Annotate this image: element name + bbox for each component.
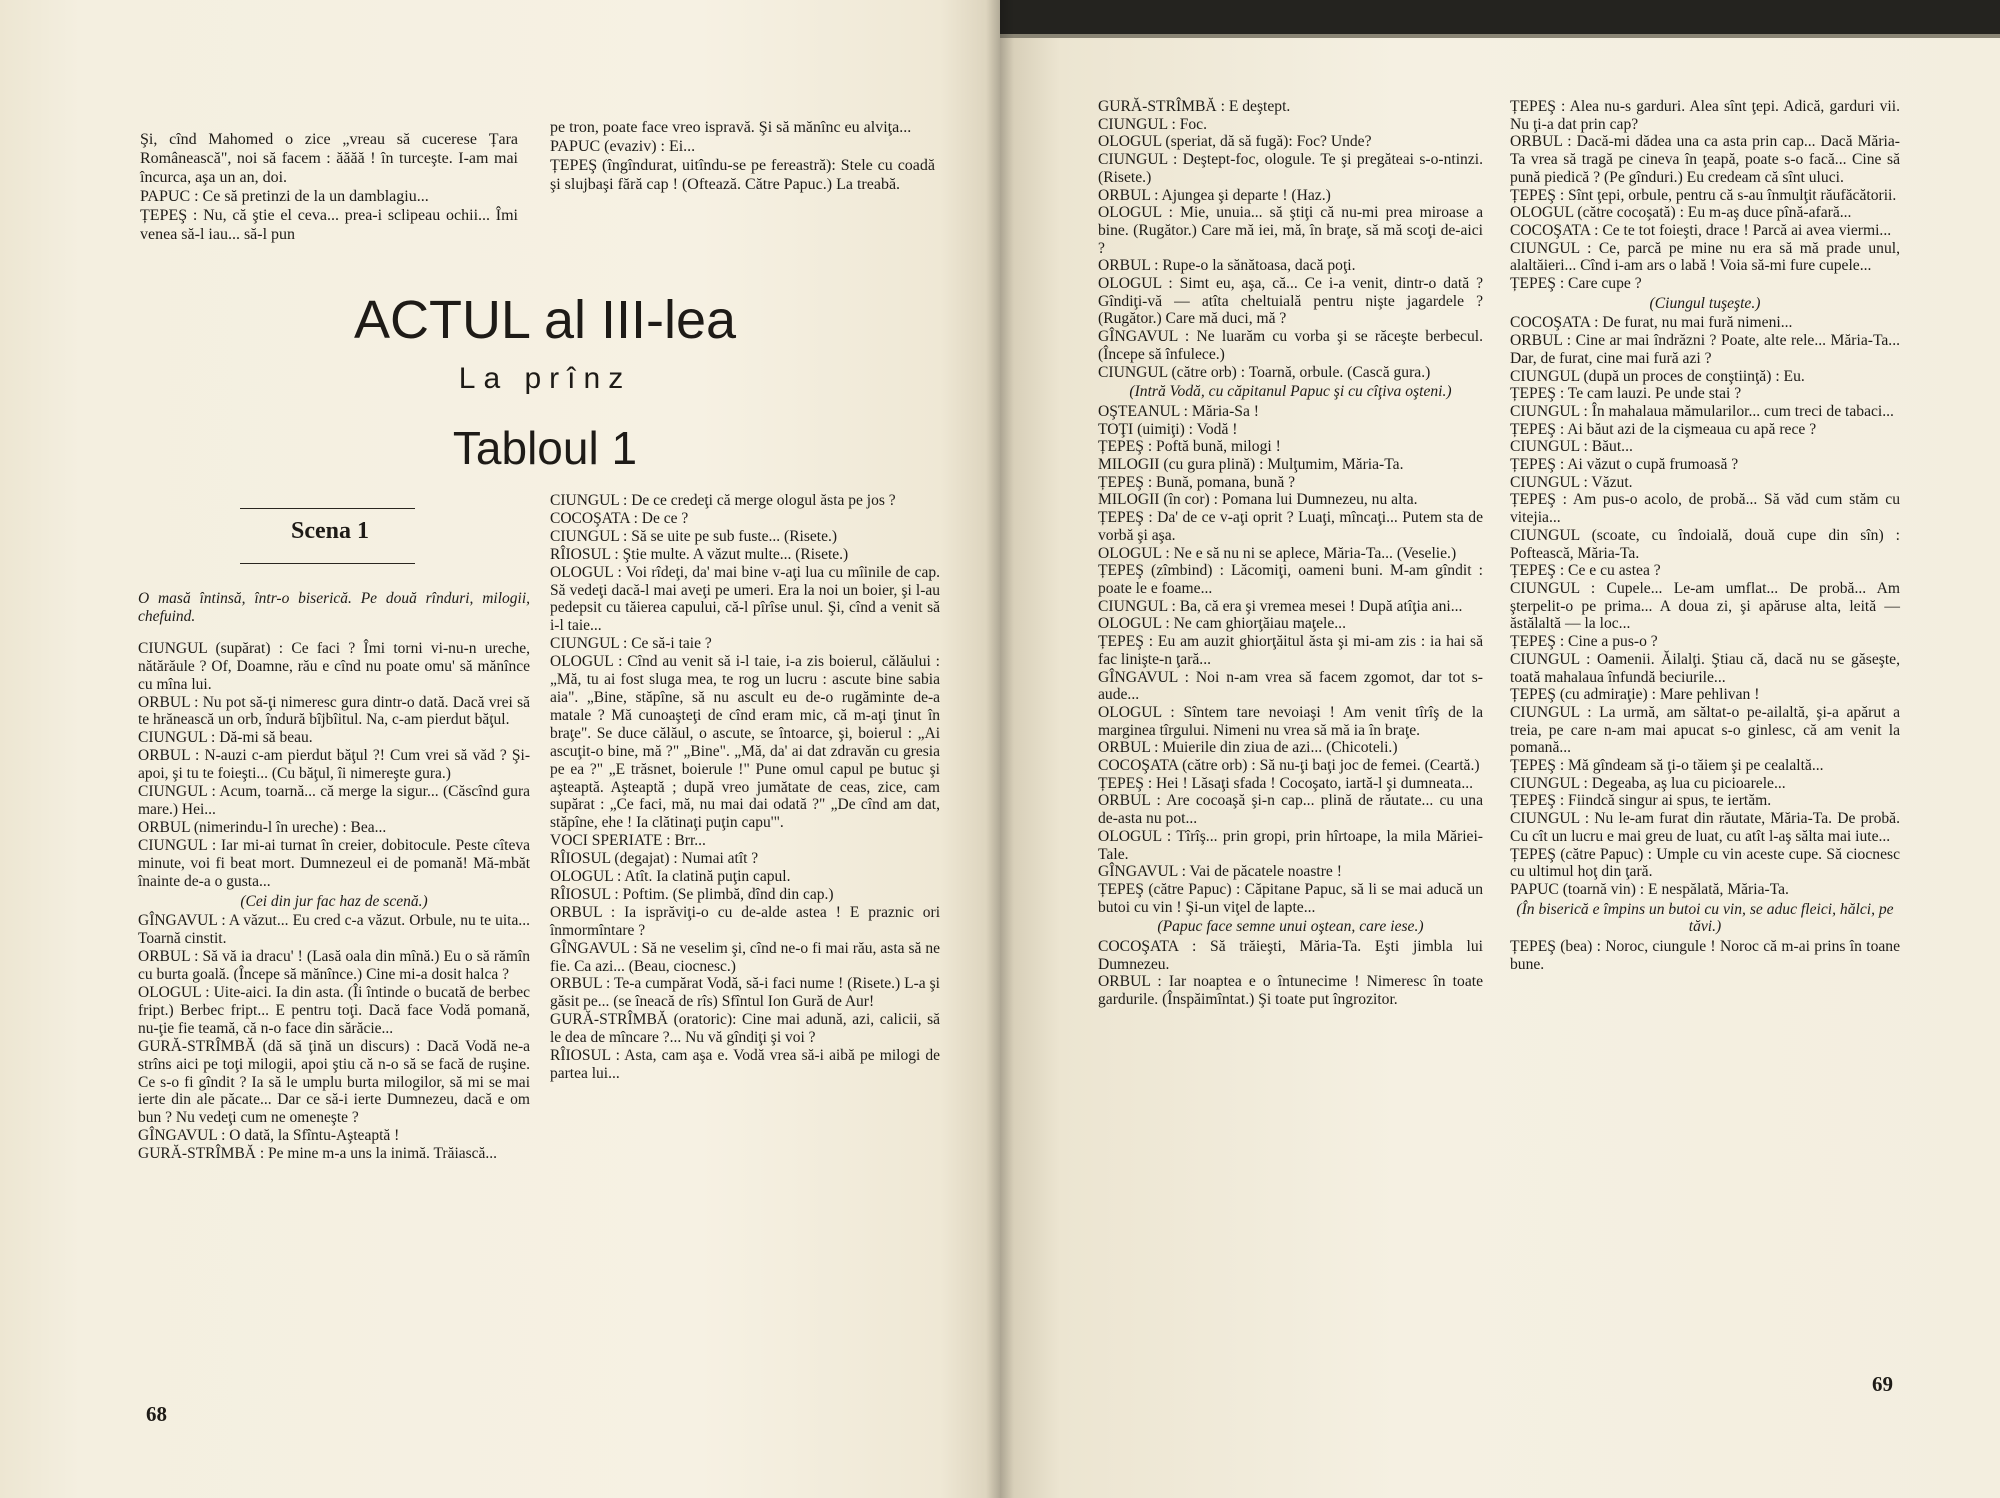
stage-direction: (Cei din jur fac haz de scenă.) <box>240 892 428 910</box>
dialogue-line: OLOGUL (speriat, dă să fugă): Foc? Unde? <box>1098 133 1372 151</box>
dialogue-line: ȚEPEŞ (zîmbind) : Lăcomiţi, oameni buni. M-am gîndit : poate le e foame... <box>1098 562 1483 597</box>
page-number: 69 <box>1872 1372 1893 1396</box>
dialogue-line: VOCI SPERIATE : Brr... <box>550 832 706 850</box>
dialogue-line: ȚEPEŞ : Sînt ţepi, orbule, pentru că s-au înmulţit răufăcătorii. <box>1510 186 1897 204</box>
dialogue-line: OLOGUL : Ne e să nu ni se aplece, Măria-Ta... (Veselie.) <box>1098 544 1457 562</box>
dialogue-line: CIUNGUL : Nu le-am furat din răutate, Măria-Ta. De probă. Cu cît un lucru e mai greu de luat, cu atît l-aş sălta mai iute... <box>1510 810 1900 845</box>
dialogue-line: CIUNGUL : Ba, că era şi vremea mesei ! După atîţia ani... <box>1098 597 1463 615</box>
dialogue-line: COCOŞATA (către orb) : Să nu-ţi baţi joc de femei. (Ceartă.) <box>1098 757 1480 775</box>
dialogue-line: ȚEPEŞ : Ce e cu astea ? <box>1510 562 1661 580</box>
dialogue-line: ORBUL : N-auzi c-am pierdut băţul ?! Cum vrei să văd ? Şi-apoi, şi tu te foieşti... (Cu băţul, îi nimereşte gura.) <box>138 747 530 783</box>
dialogue-line: ȚEPEŞ : Ai băut azi de la cişmeaua cu apă rece ? <box>1510 420 1817 438</box>
dialogue-line: RÎIOSUL : Ştie multe. A văzut multe... (Risete.) <box>550 545 849 563</box>
dialogue-line: COCOŞATA : Să trăieşti, Măria-Ta. Eşti jimbla lui Dumnezeu. <box>1098 938 1483 973</box>
dialogue-line: GÎNGAVUL : Ne luarăm cu vorba şi se răceşte berbecul. (Începe să înfulece.) <box>1098 328 1483 363</box>
page-number: 68 <box>146 1402 167 1426</box>
dialogue-line: CIUNGUL : Văzut. <box>1510 473 1633 491</box>
dialogue-line: MILOGII (în cor) : Pomana lui Dumnezeu, nu alta. <box>1098 491 1418 509</box>
stage-direction: O masă întinsă, într-o biserică. Pe două rînduri, milogii, chefuind. <box>138 590 530 625</box>
stage-direction: (Ciungul tuşeşte.) <box>1649 294 1761 312</box>
dialogue-line: ORBUL : Muierile din ziua de azi... (Chicoteli.) <box>1098 739 1398 757</box>
book-edge-line <box>1000 34 2000 38</box>
dialogue-line: CIUNGUL : Băut... <box>1510 438 1633 456</box>
dialogue-line: OLOGUL : Ne cam ghiorţăiau maţele... <box>1098 615 1346 633</box>
dialogue-line: CIUNGUL : Să se uite pe sub fuste... (Risete.) <box>550 527 837 545</box>
paragraph: ȚEPEŞ (îngîndurat, uitîndu-se pe fereastră): Stele cu coadă şi slujbaşi fără cap ! (Oftează. Către Papuc.) La treabă. <box>550 157 935 193</box>
dialogue-line: CIUNGUL : Acum, toarnă... că merge la sigur... (Căscînd gura mare.) Hei... <box>138 783 530 818</box>
dialogue-line: ȚEPEŞ : Alea nu-s garduri. Alea sînt ţepi. Adică, garduri vii. Nu ţi-a dat prin cap? <box>1510 98 1900 133</box>
dialogue-line: GÎNGAVUL : A văzut... Eu cred c-a văzut. Orbule, nu te uita... Toarnă cinstit. <box>138 912 530 948</box>
dialogue-line: ORBUL : Iar noaptea e o întunecime ! Nimeresc în toate gardurile. (Înspăimîntat.) Şi toate put îngrozitor. <box>1098 973 1483 1009</box>
dialogue-line: ȚEPEŞ : Te cam lauzi. Pe unde stai ? <box>1510 385 1742 403</box>
dialogue-line: TOŢI (uimiţi) : Vodă ! <box>1098 420 1238 438</box>
dialogue-line: GÎNGAVUL : Noi n-am vrea să facem zgomot, dar tot s-aude... <box>1098 668 1483 704</box>
dialogue-line: OLOGUL : Simt eu, aşa, că... Ce i-a venit, dintr-o dată ? Gîndiţi-vă — atîta cheltuială pentru nişte jagardele ? (Rugător.) Care mă duci, mă ? <box>1098 275 1483 328</box>
dialogue-line: ȚEPEŞ : Am pus-o acolo, de probă... Să văd cum stăm cu vitejia... <box>1510 491 1900 527</box>
dialogue-line: COCOŞATA : Ce te tot foieşti, drace ! Parcă ai avea viermi... <box>1510 221 1892 239</box>
book-gutter <box>986 0 1014 1498</box>
dialogue-line: RÎIOSUL : Poftim. (Se plimbă, dînd din cap.) <box>550 885 834 903</box>
dialogue-line: CIUNGUL (după un proces de conştiinţă) : Eu. <box>1510 367 1805 385</box>
dialogue-line: ȚEPEŞ (bea) : Noroc, ciungule ! Noroc că m-ai prins în toane bune. <box>1510 938 1900 973</box>
right-page <box>1000 0 2000 1498</box>
dialogue-line: OLOGUL (către cocoşată) : Eu m-aş duce pînă-afară... <box>1510 204 1852 222</box>
dialogue-line: CIUNGUL : Dă-mi să beau. <box>138 729 313 747</box>
dialogue-line: CIUNGUL : Deştept-foc, ologule. Te şi pregăteai s-o-ntinzi. (Risete.) <box>1098 151 1483 186</box>
right-column-1 <box>1098 98 1483 1009</box>
dialogue-line: ȚEPEŞ : Cine a pus-o ? <box>1510 633 1658 651</box>
dialogue-line: ORBUL : Să vă ia dracu' ! (Lasă oala din mînă.) Eu o să rămîn cu burta goală. (Începe să mănînce.) Cine mi-a dosit halca ? <box>138 948 530 984</box>
dialogue-line: OLOGUL : Uite-aici. Ia din asta. (Îi întinde o bucată de berbec fript.) Berbec fript... E pentru toţi. Dacă face Vodă pomană, nu-ţie fie teamă, că n-o face din sărăcie... <box>138 984 530 1037</box>
left-column-1 <box>138 590 530 1163</box>
dialogue-line: GURĂ-STRÎMBĂ : E deştept. <box>1098 98 1291 115</box>
dialogue-line: ORBUL : Dacă-mi dădea una ca asta prin cap... Dacă Măria-Ta vrea să tragă pe cineva în ţeapă, poate s-o facă... Cine să pună piedică ? (Pe gînduri.) Eu credeam că sînt uluci. <box>1510 133 1900 186</box>
dialogue-line: CIUNGUL (scoate, cu îndoială, două cupe din sîn) : Poftească, Măria-Ta. <box>1510 526 1900 562</box>
dialogue-line: OŞTEANUL : Măria-Sa ! <box>1098 402 1259 420</box>
dialogue-line: CIUNGUL : Cupele... Le-am umflat... De probă... Am şterpelit-o pe prima... A doua zi, şi apăruse alta, leită — ăstălaltă — la loc... <box>1510 579 1900 633</box>
dialogue-line: ORBUL : Cine ar mai îndrăzni ? Poate, alte rele... Măria-Ta... Dar, de furat, cine mai fură azi ? <box>1510 332 1900 367</box>
dialogue-line: CIUNGUL (către orb) : Toarnă, orbule. (Cască gura.) <box>1098 363 1431 381</box>
dialogue-line: ȚEPEŞ : Da' de ce v-aţi oprit ? Luaţi, mîncaţi... Putem sta de vorbă şi aşa. <box>1098 509 1483 544</box>
left-top-column-2 <box>550 118 935 194</box>
dialogue-line: OLOGUL : Voi rîdeţi, da' mai bine v-aţi lua cu mîinile de cap. Să vedeţi dacă-l mai aveţi pe umeri. Era la noi un boier, şi l-au pedepsit cu tăierea capului, că-l pîrîse unul. Şi, cînd a venit să i-l taie... <box>550 563 940 635</box>
dialogue-line: PAPUC (toarnă vin) : E nespălată, Măria-Ta. <box>1510 880 1789 898</box>
paragraph: Şi, cînd Mahomed o zice „vreau să cucerese Țara Românească", noi să facem : ăăăă ! în turceşte. I-am mai încurca, aşa un an, doi. <box>140 131 518 186</box>
dialogue-line: OLOGUL : Cînd au venit să i-l taie, i-a zis boierul, călăului : „Mă, tu ai fost sluga mea, te rog un lucru : ascute bine sabia aia". „Bine, stăpîne, să nu ascult eu de-o rugăminte de-a matale ? Mă cunoaşteţi de cînd eram mic, că m-aţi ţinut în braţe". Se duce călăul, o ascute, se întoarce, şi, boierul : „Ai ascuţit-o bine, mă ?" „Bine". „Mă, da' ai dat zdravăn cu gresia pe ea ?" „E trăsnet, boierule !" Pune omul capul pe butuc şi aşteaptă. Aşteaptă ; după vreo jumătate de ceas, zice, cam supărat : „Ce faci, mă, nu mai dai odată ?" „De cînd am dat, stăpîne, ehe ! Ia clătinaţi puţin capu'". <box>550 653 940 832</box>
dialogue-line: ȚEPEŞ : Fiindcă singur ai spus, te iertăm. <box>1510 792 1772 810</box>
stage-direction: (Intră Vodă, cu căpitanul Papuc şi cu cîţiva oşteni.) <box>1129 383 1452 401</box>
dialogue-line: GÎNGAVUL : Vai de păcatele noastre ! <box>1098 863 1342 881</box>
scene-title: Scena 1 <box>291 518 369 544</box>
dialogue-line: GÎNGAVUL : Să ne veselim şi, cînd ne-o fi mai rău, asta să ne fie. Ca azi... (Beau, ciocnesc.) <box>550 939 940 975</box>
dialogue-line: COCOŞATA : De furat, nu mai fură nimeni... <box>1510 314 1793 332</box>
book-edge-dark <box>1000 0 2000 34</box>
dialogue-line: OLOGUL : Sîntem tare nevoiaşi ! Am venit tîrîş de la marginea tîrgului. Nimeni nu vrea să mă ia în braţe. <box>1098 703 1483 739</box>
stage-direction: (În biserică e împins un butoi cu vin, se aduc fleici, hălci, pe tăvi.) <box>1516 900 1894 936</box>
dialogue-line: ORBUL : Ia isprăviţi-o cu de-alde astea ! E praznic ori înmormîntare ? <box>550 903 940 939</box>
paragraph: PAPUC (evaziv) : Ei... <box>550 138 696 155</box>
paragraph: ȚEPEŞ : Nu, că ştie el ceva... prea-i sclipeau ochii... Îmi venea să-l iau... să-l pun <box>140 207 518 243</box>
scene-rule-bottom <box>240 563 415 564</box>
act-title: ACTUL al III-lea <box>353 290 737 350</box>
dialogue-line: OLOGUL : Atît. Ia clatină puţin capul. <box>550 868 791 886</box>
dialogue-line: GURĂ-STRÎMBĂ : Pe mine m-a uns la inimă. Trăiască... <box>138 1145 498 1163</box>
paragraph: PAPUC : Ce să pretinzi de la un damblagiu... <box>140 188 429 205</box>
left-column-2 <box>550 492 940 1083</box>
scene-rule-top <box>240 508 415 509</box>
act-subtitle: La prînz <box>458 362 632 395</box>
dialogue-line: ȚEPEŞ : Mă gîndeam să ţi-o tăiem şi pe cealaltă... <box>1510 757 1824 775</box>
dialogue-line: ORBUL : Rupe-o la sănătoasa, dacă poţi. <box>1098 257 1356 275</box>
dialogue-line: ȚEPEŞ : Eu am auzit ghiorţăitul ăsta şi mi-am zis : ia hai să fac linişte-n ţară... <box>1098 633 1483 668</box>
dialogue-line: CIUNGUL : Ce să-i taie ? <box>550 635 712 653</box>
dialogue-line: ȚEPEŞ : Hei ! Lăsaţi sfada ! Cocoşato, iartă-l şi dumneata... <box>1098 774 1474 792</box>
dialogue-line: CIUNGUL : Oamenii. Ăilalţi. Ştiau că, dacă nu se găseşte, toată mahalaua înfundă beciurile... <box>1510 650 1900 686</box>
tableau-title: Tabloul 1 <box>452 422 638 474</box>
dialogue-line: ȚEPEŞ : Bună, pomana, bună ? <box>1098 473 1296 491</box>
dialogue-line: GURĂ-STRÎMBĂ (oratoric): Cine mai adună, azi, calicii, să le dea de mîncare ?... Nu vă gîndiţi şi voi ? <box>550 1011 940 1047</box>
dialogue-line: CIUNGUL : Ce, parcă pe mine nu era să mă prade unul, alaltăieri... Cînd i-am ars o labă ! Voia să-mi fure cupele... <box>1510 239 1900 275</box>
dialogue-line: ȚEPEŞ : Poftă bună, milogi ! <box>1098 438 1281 456</box>
dialogue-line: GURĂ-STRÎMBĂ (dă să ţină un discurs) : Dacă Vodă ne-a strîns aici pe toţi milogii, apoi ştiu că n-o să se facă de ruşine. Ce s-o fi gîndit ? Ia să le umplu burta milogilor, să mi se mai ierte din ale păcate... Dar ce să-i ierte Dumnezeu, dacă e om bun ? Nu vedeţi cum ne omeneşte ? <box>138 1037 530 1127</box>
dialogue-line: ORBUL : Are cocoaşă şi-n cap... plină de răutate... cu una de-asta nu pot... <box>1098 792 1483 828</box>
right-column-2 <box>1510 98 1900 973</box>
dialogue-line: RÎIOSUL : Asta, cam aşa e. Vodă vrea să-i aibă pe milogi de partea lui... <box>550 1047 940 1082</box>
dialogue-line: OLOGUL : Mie, unuia... să ştiţi că nu-mi prea miroase a bine. (Rugător.) Care mă iei, mă, în braţe, să mă scoţi de-aici ? <box>1098 204 1483 257</box>
dialogue-line: GÎNGAVUL : O dată, la Sfîntu-Aşteaptă ! <box>138 1127 400 1145</box>
left-top-column-1 <box>140 130 518 244</box>
dialogue-line: ȚEPEŞ : Care cupe ? <box>1510 275 1642 293</box>
dialogue-line: CIUNGUL : Degeaba, aş lua cu picioarele... <box>1510 774 1786 792</box>
paragraph: pe tron, poate face vreo ispravă. Şi să mănînc eu alviţa... <box>550 119 912 136</box>
dialogue-line: ȚEPEŞ : Ai văzut o cupă frumoasă ? <box>1510 456 1739 474</box>
dialogue-line: ORBUL : Nu pot să-ţi nimeresc gura dintr-o dată. Dacă vrei să te hrănească un orb, îndură bîjbîitul. Na, c-am pierdut băţul. <box>138 693 530 729</box>
dialogue-line: RÎIOSUL (degajat) : Numai atît ? <box>550 850 759 868</box>
dialogue-line: CIUNGUL : Iar mi-ai turnat în creier, dobitocule. Peste cîteva minute, voi fi beat mort. Dumnezeul ei de pomană! Mă-mbăt înainte de-a o gusta... <box>138 836 530 890</box>
stage-direction: (Papuc face semne unui oştean, care iese.) <box>1157 918 1424 936</box>
dialogue-line: COCOŞATA : De ce ? <box>550 509 689 527</box>
dialogue-line: ORBUL : Te-a cumpărat Vodă, să-i faci nume ! (Risete.) L-a şi găsit pe... (se îneacă de rîs) Sfîntul Ion Gură de Aur! <box>550 975 940 1011</box>
dialogue-line: MILOGII (cu gura plină) : Mulţumim, Măria-Ta. <box>1098 456 1404 474</box>
dialogue-line: ȚEPEŞ (către Papuc) : Căpitane Papuc, să li se mai aducă un butoi cu vin ! Şi-un viţel de lapte... <box>1098 880 1483 916</box>
dialogue-line: ORBUL (nimerindu-l în ureche) : Bea... <box>138 818 387 836</box>
dialogue-line: CIUNGUL : Foc. <box>1098 115 1208 133</box>
dialogue-line: CIUNGUL : De ce credeţi că merge ologul ăsta pe jos ? <box>550 492 896 509</box>
dialogue-line: ȚEPEŞ (cu admiraţie) : Mare pehlivan ! <box>1510 686 1760 704</box>
dialogue-line: OLOGUL : Tîrîş... prin gropi, prin hîrtoape, la mila Măriei-Tale. <box>1098 827 1483 863</box>
dialogue-line: ȚEPEŞ (către Papuc) : Umple cu vin aceste cupe. Să ciocnesc cu ultimul hoţ din ţară. <box>1510 845 1900 881</box>
dialogue-line: CIUNGUL (supărat) : Ce faci ? Îmi torni vi-nu-n ureche, nătărăule ? Of, Doamne, rău e cînd nu poate omu' să mănînce cu mîna lui. <box>138 639 530 693</box>
dialogue-line: ORBUL : Ajungea şi departe ! (Haz.) <box>1098 186 1331 204</box>
dialogue-line: CIUNGUL : La urmă, am săltat-o pe-ailaltă, şi-a apărut a treia, pe care n-am mai apucat s-o ginlesc, că am venit la pomană... <box>1510 703 1900 757</box>
dialogue-line: CIUNGUL : În mahalaua mămularilor... cum treci de tabaci... <box>1510 402 1894 420</box>
